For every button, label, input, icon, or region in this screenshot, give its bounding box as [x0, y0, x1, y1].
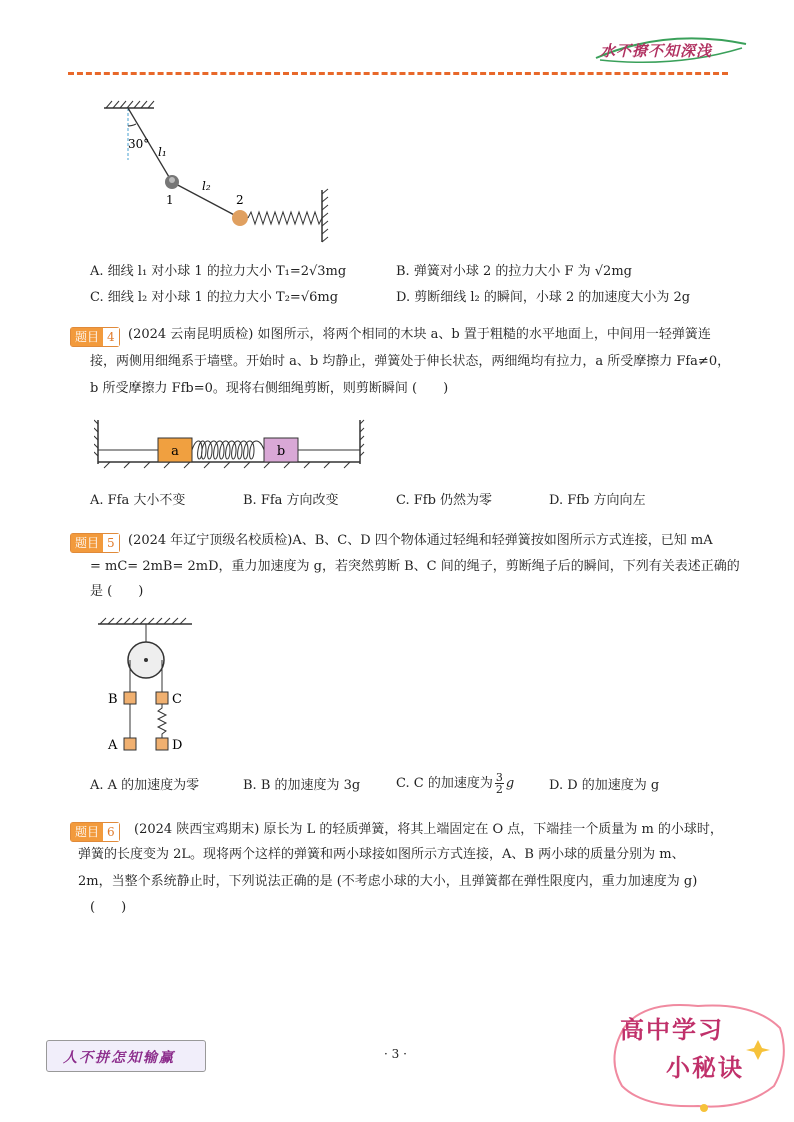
header-logo-text: 水不撩不知深浅 — [600, 42, 713, 60]
q4-tag-num: 4 — [103, 328, 119, 346]
q3-option-c: C. 细线 l₂ 对小球 1 的拉力大小 T₂=√6mg — [90, 290, 339, 305]
q5-option-c-text: C. C 的加速度为 — [396, 775, 493, 791]
figure-blocks-spring — [94, 418, 366, 470]
q5-option-c-unit: g — [505, 775, 515, 791]
header-logo — [586, 34, 752, 64]
q6-line1: (2024 陕西宝鸡期末) 原长为 L 的轻质弹簧，将其上端固定在 O 点，下端挂一个质量为 m 的小球时， — [134, 822, 723, 837]
q5-option-b: B. B 的加速度为 3g — [243, 778, 361, 793]
page-number: · 3 · — [384, 1047, 407, 1061]
q5-tag-num: 5 — [103, 534, 119, 552]
label-a: A — [108, 738, 118, 753]
ball-2-label: 2 — [236, 193, 244, 207]
block-c-pulley — [156, 692, 168, 704]
header-divider — [68, 72, 728, 75]
q4-option-c: C. Ffb 仍然为零 — [396, 493, 493, 508]
block-b-pulley — [124, 692, 136, 704]
study-tips-badge — [604, 998, 792, 1116]
badge-line1: 高中学习 — [620, 1016, 724, 1044]
footer-slogan-box — [46, 1040, 206, 1072]
q3-option-b: B. 弹簧对小球 2 的拉力大小 F 为 √2mg — [396, 264, 632, 279]
q4-line3: b 所受摩擦力 Ffb=0。现将右侧细绳剪断，则剪断瞬间 ( ) — [90, 381, 449, 396]
footer-slogan: 人不拼怎知输赢 — [63, 1050, 175, 1066]
q4-tag — [70, 326, 120, 347]
q4-line1: (2024 云南昆明质检) 如图所示，将两个相同的木块 a、b 置于粗糙的水平地面上，中间用一轻弹簧连 — [128, 327, 711, 342]
block-a-label: a — [171, 444, 179, 459]
q6-line4: ( ) — [90, 900, 127, 915]
block-d-pulley — [156, 738, 168, 750]
q6-line3: 2m，当整个系统静止时，下列说法正确的是 (不考虑小球的大小，且弹簧都在弹性限度内，重力加速度为 g) — [78, 874, 698, 889]
l1-label: l₁ — [158, 145, 167, 159]
q5-option-d: D. D 的加速度为 g — [549, 778, 660, 793]
block-a-pulley — [124, 738, 136, 750]
q3-option-d: D. 剪断细线 l₂ 的瞬间，小球 2 的加速度大小为 2g — [396, 290, 691, 305]
fraction-numerator: 3 — [495, 771, 503, 784]
label-b: B — [108, 692, 118, 707]
q4-option-b: B. Ffa 方向改变 — [243, 493, 339, 508]
q3-option-a: A. 细线 l₁ 对小球 1 的拉力大小 T₁=2√3mg — [90, 264, 347, 279]
q4-option-a: A. Ffa 大小不变 — [90, 493, 186, 508]
fraction-denominator: 2 — [495, 783, 503, 796]
q5-line1: (2024 年辽宁顶级名校质检)A、B、C、D 四个物体通过轻绳和轻弹簧按如图所示方式连接，已知 mA — [128, 533, 713, 548]
q5-tag — [70, 532, 120, 553]
q4-tag-label: 题目 — [71, 328, 103, 346]
q5-option-c — [396, 772, 514, 795]
q5-line3: 是 ( ) — [90, 584, 144, 599]
q6-tag-num: 6 — [103, 823, 119, 841]
q4-option-d: D. Ffb 方向向左 — [549, 493, 646, 508]
q4-line2: 接，两侧用细绳系于墙壁。开始时 a、b 均静止，弹簧处于伸长状态，两细绳均有拉力，a 所受摩擦力 Ffa≠0， — [90, 354, 731, 369]
q6-tag — [70, 821, 120, 842]
q5-tag-label: 题目 — [71, 534, 103, 552]
label-c: C — [172, 692, 182, 707]
l2-label: l₂ — [202, 179, 211, 193]
q5-option-a: A. A 的加速度为零 — [90, 778, 200, 793]
label-d: D — [172, 738, 183, 753]
ball-1-label: 1 — [166, 193, 174, 207]
q6-line2: 弹簧的长度变为 2L。现将两个这样的弹簧和两小球接如图所示方式连接，A、B 两小球的质量分别为 m、 — [78, 847, 685, 862]
figure-pulley — [96, 616, 196, 758]
ball-2 — [232, 210, 248, 226]
q5-line2: = mC= 2mB= 2mD，重力加速度为 g，若突然剪断 B、C 间的绳子，剪断绳子后的瞬间，下列有关表述正确的 — [90, 559, 740, 574]
figure-pendulum-spring — [96, 100, 336, 250]
q5-option-c-fraction — [495, 772, 504, 795]
angle-label: 30° — [128, 137, 150, 151]
q6-tag-label: 题目 — [71, 823, 103, 841]
badge-line2: 小秘诀 — [666, 1054, 744, 1082]
block-b-label: b — [276, 444, 286, 459]
